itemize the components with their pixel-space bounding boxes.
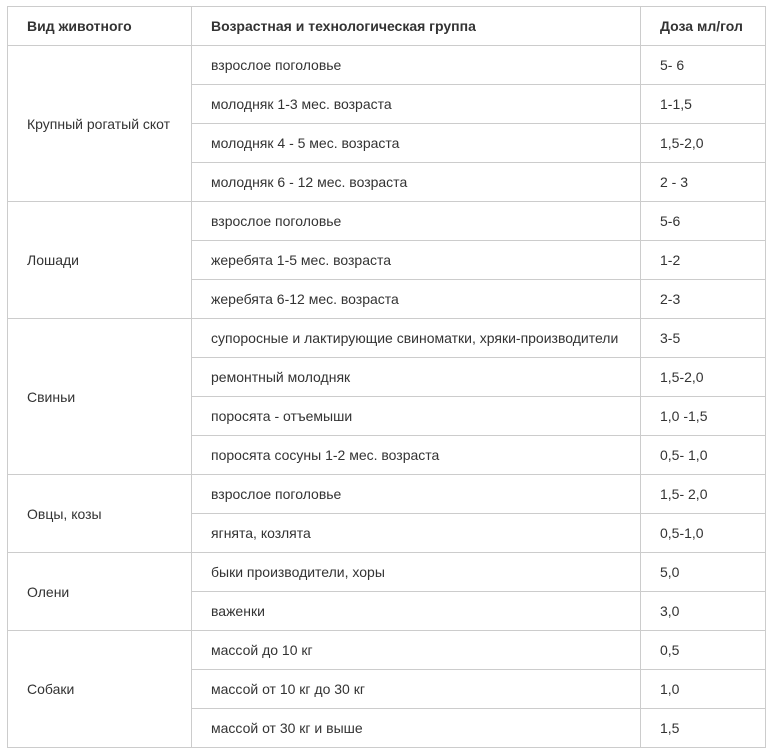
age-group-cell: супоросные и лактирующие свиноматки, хряки-производители (192, 319, 641, 358)
table-row (8, 475, 766, 514)
dose-cell: 1,5-2,0 (641, 358, 766, 397)
age-group-cell: жеребята 1-5 мес. возраста (192, 241, 641, 280)
age-group-cell: молодняк 6 - 12 мес. возраста (192, 163, 641, 202)
table-row (8, 319, 766, 358)
table-body (8, 46, 766, 748)
age-group-cell: жеребята 6-12 мес. возраста (192, 280, 641, 319)
table-header (8, 7, 766, 46)
dose-cell: 3-5 (641, 319, 766, 358)
age-group-cell: взрослое поголовье (192, 202, 641, 241)
animal-type-cell: Крупный рогатый скот (8, 46, 192, 202)
age-group-cell: поросята сосуны 1-2 мес. возраста (192, 436, 641, 475)
dose-cell: 5,0 (641, 553, 766, 592)
dose-cell: 5-6 (641, 202, 766, 241)
dose-cell: 3,0 (641, 592, 766, 631)
age-group-cell: взрослое поголовье (192, 46, 641, 85)
age-group-cell: молодняк 1-3 мес. возраста (192, 85, 641, 124)
animal-type-cell: Олени (8, 553, 192, 631)
age-group-cell: массой от 10 кг до 30 кг (192, 670, 641, 709)
age-group-cell: массой от 30 кг и выше (192, 709, 641, 748)
dose-cell: 1-1,5 (641, 85, 766, 124)
dose-cell: 2-3 (641, 280, 766, 319)
dose-cell: 1,0 -1,5 (641, 397, 766, 436)
age-group-cell: взрослое поголовье (192, 475, 641, 514)
table-row (8, 46, 766, 85)
header-age-group: Возрастная и технологическая группа (192, 7, 641, 46)
age-group-cell: массой до 10 кг (192, 631, 641, 670)
age-group-cell: быки производители, хоры (192, 553, 641, 592)
header-dose: Доза мл/гол (641, 7, 766, 46)
dose-cell: 5- 6 (641, 46, 766, 85)
age-group-cell: молодняк 4 - 5 мес. возраста (192, 124, 641, 163)
table-row (8, 202, 766, 241)
dose-cell: 1,5- 2,0 (641, 475, 766, 514)
dosage-table (7, 6, 766, 748)
age-group-cell: ремонтный молодняк (192, 358, 641, 397)
age-group-cell: ягнята, козлята (192, 514, 641, 553)
table-row (8, 631, 766, 670)
animal-type-cell: Лошади (8, 202, 192, 319)
animal-type-cell: Овцы, козы (8, 475, 192, 553)
animal-type-cell: Собаки (8, 631, 192, 748)
animal-type-cell: Свиньи (8, 319, 192, 475)
dose-cell: 0,5-1,0 (641, 514, 766, 553)
dose-cell: 1-2 (641, 241, 766, 280)
dose-cell: 1,0 (641, 670, 766, 709)
table-row (8, 553, 766, 592)
dose-cell: 0,5- 1,0 (641, 436, 766, 475)
dose-cell: 1,5 (641, 709, 766, 748)
dose-cell: 0,5 (641, 631, 766, 670)
header-animal-type: Вид животного (8, 7, 192, 46)
dose-cell: 2 - 3 (641, 163, 766, 202)
header-row (8, 7, 766, 46)
age-group-cell: поросята - отъемыши (192, 397, 641, 436)
age-group-cell: важенки (192, 592, 641, 631)
dose-cell: 1,5-2,0 (641, 124, 766, 163)
